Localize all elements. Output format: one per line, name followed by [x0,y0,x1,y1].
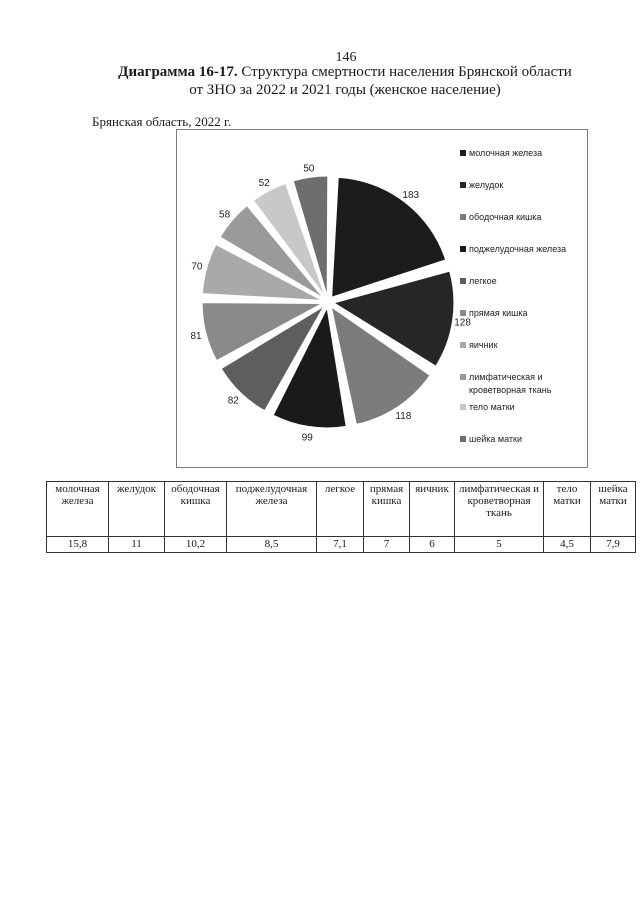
table-value-cell-9: 4,5 [544,537,591,553]
table-header-cell-1: молочная железа [47,482,109,537]
data-table [46,481,636,553]
legend-swatch-6 [460,310,466,316]
table-header-row [47,482,636,537]
legend-label-5: легкое [469,276,497,286]
table-value-cell-6: 7 [364,537,410,553]
chart-subtitle: от ЗНО за 2022 и 2021 годы (женское население) [189,82,501,98]
pie-data-label-3: 118 [395,411,412,423]
legend-label-9: тело матки [469,402,515,412]
table-clip [46,470,640,560]
table-value-cell-4: 8,5 [227,537,317,553]
legend-swatch-4 [460,246,466,252]
table-values-row [47,537,636,553]
table-value-cell-5: 7,1 [317,537,364,553]
table-value-cell-8: 5 [455,537,544,553]
legend-label-7: яичник [469,340,498,350]
table-value-cell-3: 10,2 [165,537,227,553]
table-header-cell-8: лимфатическая и кроветворная ткань [455,482,544,537]
page-number: 146 [335,50,357,65]
pie-data-label-8: 58 [219,209,231,221]
chart-title-number: Диаграмма 16-17. [118,64,238,80]
legend-swatch-3 [460,214,466,220]
table-header-cell-5: легкое [317,482,364,537]
table-header-cell-7: яичник [410,482,455,537]
table-value-cell-2: 11 [109,537,165,553]
legend-swatch-8 [460,374,466,380]
table-header-cell-4: поджелудочная железа [227,482,317,537]
pie-data-label-10: 50 [303,163,315,175]
region-label: Брянская область, 2022 г. [92,114,232,129]
table-header-cell-2: желудок [109,482,165,537]
legend-swatch-10 [460,436,466,442]
pie-data-label-9: 52 [258,177,270,189]
pie-data-label-4: 99 [301,432,313,444]
legend-label-8-line-2: кроветворная ткань [469,385,552,395]
table-value-cell-1: 15,8 [47,537,109,553]
table-header-cell-9: тело матки [544,482,591,537]
table-header-cell-3: ободочная кишка [165,482,227,537]
pie-data-label-2: 128 [454,317,471,329]
legend-label-1: молочная железа [469,148,543,158]
chart-title [90,63,600,81]
legend-label-3: ободочная кишка [469,212,542,222]
legend-swatch-1 [460,150,466,156]
legend-label-10: шейка матки [469,434,522,444]
chart-title-text: Структура смертности населения Брянской области [237,64,572,80]
legend-swatch-9 [460,404,466,410]
table-header-cell-6: прямая кишка [364,482,410,537]
legend-swatch-7 [460,342,466,348]
table-value-cell-10: 7,9 [591,537,636,553]
table-value-cell-7: 6 [410,537,455,553]
pie-chart-frame [176,129,588,468]
pie-data-label-1: 183 [402,190,420,202]
legend-swatch-5 [460,278,466,284]
pie-data-label-7: 70 [191,261,203,273]
pie-chart [177,130,587,467]
pie-data-label-6: 81 [190,330,202,342]
legend-label-6: прямая кишка [469,308,528,318]
legend-swatch-2 [460,182,466,188]
pie-data-label-5: 82 [227,395,239,407]
legend-label-8: лимфатическая и [469,372,543,382]
legend-label-4: поджелудочная железа [469,244,567,254]
table-header-cell-10: шейка матки [591,482,636,537]
legend-label-2: желудок [469,180,504,190]
